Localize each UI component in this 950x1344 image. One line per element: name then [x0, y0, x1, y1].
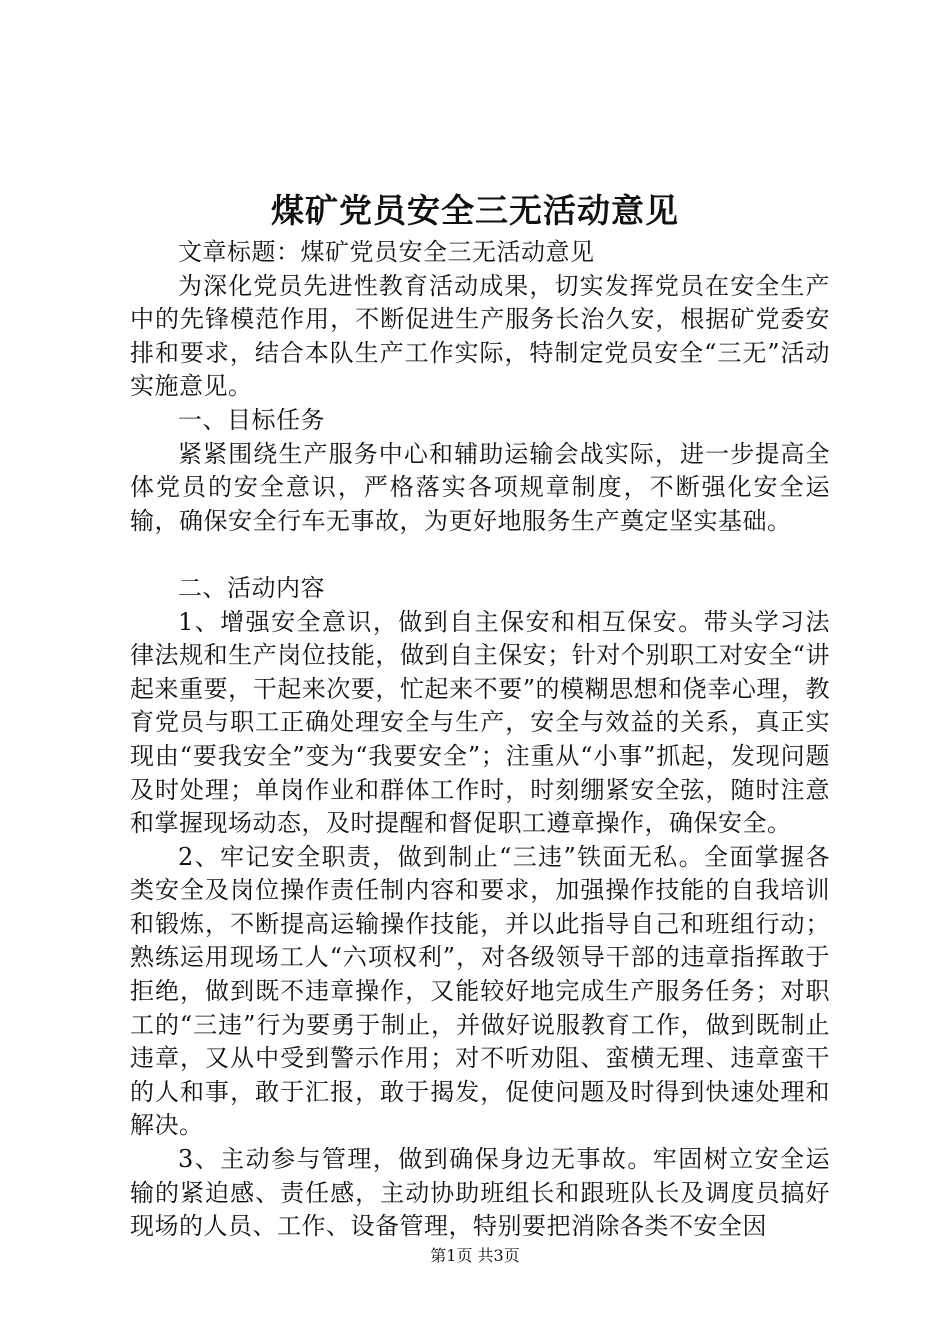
content-item-3: 3、主动参与管理，做到确保身边无事故。牢固树立安全运输的紧迫感、责任感，主动协助班组长和跟班队长及调度员搞好现场的人员、工作、设备管理，特别要把消除各类不安全因: [130, 1145, 830, 1241]
content-item-1: 1、增强安全意识，做到自主保安和相互保安。带头学习法律法规和生产岗位技能，做到自主保安；针对个别职工对安全“讲起来重要，干起来次要，忙起来不要”的模糊思想和侥幸心理，教育党员与职工正确处理安全与生产，安全与效益的关系，真正实现由“要我安全”变为“我要安全”；注重从“小事”抓起，发现问题及时处理；单岗作业和群体工作时，时刻绷紧安全弦，随时注意和掌握现场动态，及时提醒和督促职工遵章操作，确保安全。: [130, 607, 830, 838]
article-title-line: 文章标题：煤矿党员安全三无活动意见: [178, 238, 595, 266]
section-heading-goals: 一、目标任务: [178, 405, 325, 434]
document-body: [130, 236, 830, 1244]
page-footer: 第1页 共3页: [430, 1246, 520, 1265]
goals-paragraph: 紧紧围绕生产服务中心和辅助运输会战实际，进一步提高全体党员的安全意识，严格落实各项规章制度，不断强化安全运输，确保安全行车无事故，为更好地服务生产奠定坚实基础。: [130, 439, 830, 535]
section-heading-content: 二、活动内容: [178, 573, 325, 602]
intro-paragraph: 为深化党员先进性教育活动成果，切实发挥党员在安全生产中的先锋模范作用，不断促进生产服务长治久安，根据矿党委安排和要求，结合本队生产工作实际，特制定党员安全“三无”活动实施意见。: [130, 271, 830, 401]
content-item-2: 2、牢记安全职责，做到制止“三违”铁面无私。全面掌握各类安全及岗位操作责任制内容和要求，加强操作技能的自我培训和锻炼，不断提高运输操作技能，并以此指导自己和班组行动；熟练运用现场工人“六项权利”，对各级领导干部的违章指挥敢于拒绝，做到既不违章操作，又能较好地完成生产服务任务；对职工的“三违”行为要勇于制止，并做好说服教育工作，做到既制止违章，又从中受到警示作用；对不听劝阻、蛮横无理、违章蛮干的人和事，敢于汇报，敢于揭发，促使问题及时得到快速处理和解决。: [130, 842, 830, 1140]
document-title: 煤矿党员安全三无活动意见: [271, 191, 679, 230]
